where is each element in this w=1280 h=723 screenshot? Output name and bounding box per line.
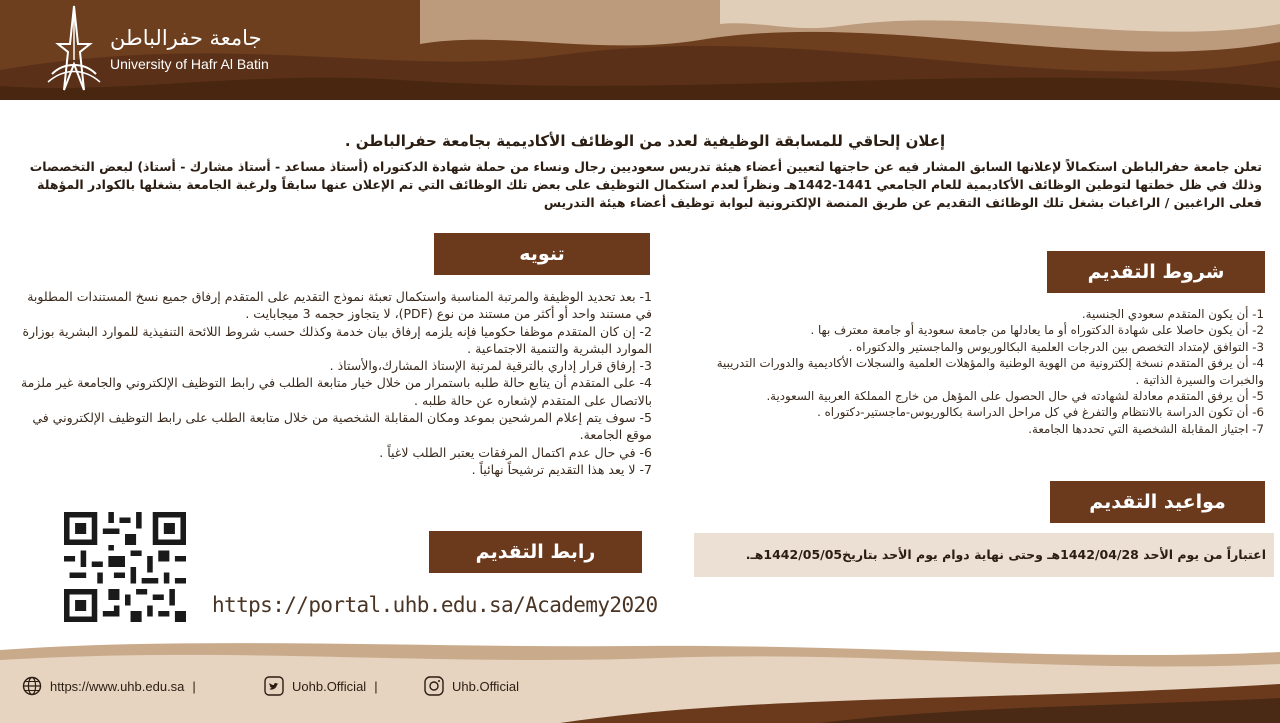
separator: | [192,678,196,694]
twitter-icon [264,676,284,696]
note-item: 6- في حال عدم اكتمال المرفقات يعتبر الطلب لاغياً . [379,444,652,460]
note-item: 5- سوف يتم إعلام المرشحين بموعد ومكان المقابلة الشخصية من خلال متابعة الطلب على رابط التوظيف الإلكتروني في موقع الجامعة. [32,410,652,443]
note-item: 7- لا يعد هذا التقديم ترشيحاً نهائياً . [471,461,652,477]
note-item: 1- بعد تحديد الوظيفة والمرتبة المناسبة واستكمال تعبئة نموذج التقديم على المتقدم إرفاق جميع نسخ المستندات المطلوبة في مستند واحد أو أكثر من مستند من نوع (PDF)، لا يتجاوز حجمه 3 ميجابايت . [27,289,652,322]
globe-icon [22,676,42,696]
condition-item: 7- اجتياز المقابلة الشخصية التي تحددها الجامعة. [1028,421,1264,436]
footer-website[interactable] [22,676,196,696]
note-item: 3- إرفاق قرار إداري بالترقية لمرتبة الإستاذ المشارك،والأستاذ . [329,358,652,374]
link-heading: رابط التقديم [429,531,642,573]
note-list [12,288,652,478]
announcement-body: تعلن جامعة حفرالباطن استكمالاً لإعلانها السابق المشار فيه عن حاجتها لتعيين أعضاء هيئة تدريس سعوديين رجال ونساء من حملة شهادة الدكتوراه (أستاذ مساعد - أستاذ مشارك - أستاذ) لبعض التخصصات وذلك في ظل خطتها لتوطين الوظائف الأكاديمية للعام الجامعي 1441-1442هـ ونظراً لعدم استكمال التوظيف على بعض تلك الوظائف التي تم الإعلان عنها سابقاً ولرغبة الجامعة بشغلها بالكوادر المؤهلة فعلى الراغبين / الراغبات بشغل تلك الوظائف التقديم عن طريق المنصة الإلكترونية لبوابة توظيف أعضاء هيئة التدريس [29,159,1262,210]
instagram-icon [424,676,444,696]
university-name-english: University of Hafr Al Batin [110,56,269,72]
university-name-arabic: جامعة حفرالباطن [110,26,262,50]
footer-twitter[interactable] [264,676,378,696]
condition-item: 6- أن تكون الدراسة بالانتظام والتفرغ في كل مراحل الدراسة بكالوريوس-ماجستير-دكتوراه . [817,405,1264,420]
application-link[interactable]: https://portal.uhb.edu.sa/Academy2020 [212,593,658,617]
header-band [0,0,1280,100]
university-logo [44,4,284,96]
condition-item: 3- التوافق لإمتداد التخصص بين الدرجات العلمية البكالوريوس والماجستير والدكتوراه . [848,339,1264,354]
instagram-handle: Uhb.Official [452,678,519,694]
conditions-list [684,306,1264,437]
separator: | [374,678,378,694]
note-heading: تنويه [434,233,650,275]
twitter-handle: Uohb.Official [292,678,367,694]
condition-item: 4- أن يرفق المتقدم نسخة إلكترونية من الهوية الوطنية والمؤهلات العلمية والسجلات الأكاديمية والدورات التدريبية والخبرات والسيرة الذاتية . [716,356,1264,387]
condition-item: 2- أن يكون حاصلا على شهادة الدكتوراه أو ما يعادلها من جامعة سعودية أو جامعة معترف بها . [810,323,1264,338]
conditions-heading: شروط التقديم [1047,251,1265,293]
university-logo-icon [44,4,104,94]
condition-item: 1- أن يكون المتقدم سعودي الجنسية. [1081,307,1264,321]
qr-code [64,512,186,622]
note-item: 2- إن كان المتقدم موظفا حكوميا فإنه يلزمه إرفاق بيان خدمة وكذلك حسب شروط اللائحة التنفيذية للموارد البشرية بوزارة الموارد البشرية والتنمية الاجتماعية . [22,323,652,356]
condition-item: 5- أن يرفق المتقدم معادلة لشهادته في حال الحصول على المؤهل من خارج المملكة العربية السعودية. [766,389,1264,404]
website-url: https://www.uhb.edu.sa [50,678,185,694]
footer-instagram[interactable] [424,676,519,696]
dates-text: اعتباراً من يوم الأحد 1442/04/28هـ وحتى نهاية دوام يوم الأحد بتاريخ1442/05/05هـ. [694,533,1274,577]
note-item: 4- على المتقدم أن يتابع حالة طلبه باستمرار من خلال خيار متابعة الطلب في رابط التوظيف الإلكتروني والجامعة غير ملزمة بالاتصال على المتقدم لإشعاره عن حالة طلبه . [20,375,652,408]
announcement-title: إعلان إلحاقي للمسابقة الوظيفية لعدد من الوظائف الأكاديمية بجامعة حفرالباطن . [344,132,946,150]
dates-heading: مواعيد التقديم [1050,481,1265,523]
